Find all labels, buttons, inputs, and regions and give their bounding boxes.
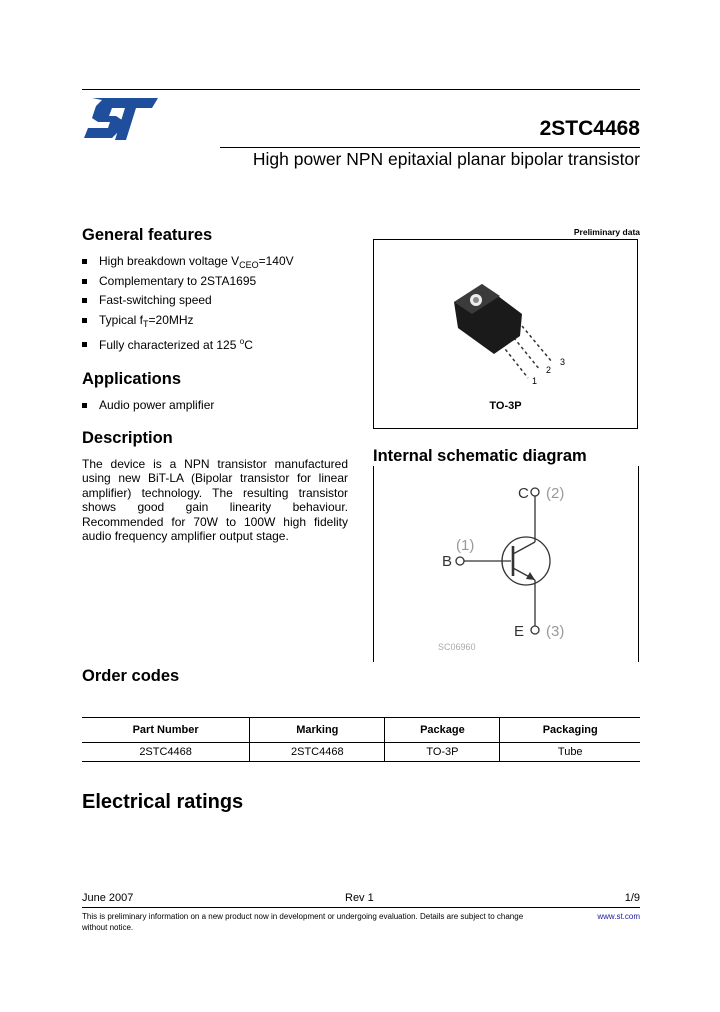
- bullet-icon: [82, 279, 87, 284]
- part-number: 2STC4468: [539, 117, 640, 140]
- order-codes-table: [82, 717, 640, 762]
- table-row: [82, 743, 640, 762]
- footer-date: June 2007: [82, 892, 134, 904]
- footer-notice: This is preliminary information on a new product now in development or undergoing evaluation. Details are subject to change without notice.: [82, 912, 524, 932]
- bullet-icon: [82, 342, 87, 347]
- transistor-schematic: [374, 466, 638, 662]
- table-cell: Tube: [500, 743, 640, 762]
- header-rule-bottom: [220, 147, 640, 148]
- bullet-icon: [82, 318, 87, 323]
- description-heading: Description: [82, 429, 173, 447]
- feature-item: Fully characterized at 125 $^o$C: [82, 337, 352, 357]
- description-text: The device is a NPN transistor manufactured using new BiT-LA (Bipolar transistor for linear amplifier) technology. The resulting transistor shows good gain linearity behaviour. Recommended for 70W to 100W high fidelity audio frequency amplifier output stage.: [82, 457, 348, 544]
- pin-label: 1: [532, 376, 538, 386]
- bullet-icon: [82, 259, 87, 264]
- footer-website-link[interactable]: www.st.com: [597, 912, 640, 921]
- table-cell: TO-3P: [385, 743, 500, 762]
- to3p-package-icon: [440, 278, 580, 390]
- footer-page-number: 1/9: [624, 892, 640, 904]
- order-codes-heading: Order codes: [82, 667, 180, 685]
- feature-item: Complementary to 2STA1695: [82, 274, 352, 293]
- bullet-icon: [82, 403, 87, 408]
- table-cell: 2STC4468: [250, 743, 385, 762]
- figure-ref: SC06960: [438, 642, 476, 652]
- electrical-ratings-heading: Electrical ratings: [82, 791, 244, 813]
- feature-item: High breakdown voltage $V_{CEO}=140V$: [82, 254, 352, 274]
- header-rule-top: [82, 89, 640, 90]
- feature-item: Fast-switching speed: [82, 293, 352, 313]
- page-subtitle: High power NPN epitaxial planar bipolar transistor: [252, 149, 640, 169]
- footer-rule: [82, 907, 640, 908]
- package-caption: TO-3P: [489, 400, 522, 412]
- emitter-pin-label: (3): [546, 623, 565, 640]
- table-header-row: [82, 718, 640, 743]
- base-pin-label: (1): [456, 537, 475, 554]
- emitter-label: E: [514, 623, 525, 640]
- features-list: [82, 254, 352, 357]
- column-header: Marking: [250, 718, 385, 743]
- table-cell: 2STC4468: [82, 743, 250, 762]
- schematic-heading: Internal schematic diagram: [373, 447, 587, 465]
- application-item: Audio power amplifier: [82, 398, 352, 412]
- column-header: Package: [385, 718, 500, 743]
- collector-label: C: [518, 485, 529, 502]
- pin-label: 3: [560, 357, 566, 367]
- column-header: Packaging: [500, 718, 640, 743]
- base-label: B: [442, 553, 453, 570]
- feature-item: Typical $f_T=20MHz$: [82, 313, 352, 337]
- applications-heading: Applications: [82, 370, 182, 388]
- collector-pin-label: (2): [546, 485, 565, 502]
- st-logo: [82, 96, 160, 142]
- features-heading: General features: [82, 226, 213, 244]
- bullet-icon: [82, 298, 87, 303]
- pin-label: 2: [546, 365, 552, 375]
- column-header: Part Number: [82, 718, 250, 743]
- preliminary-label: Preliminary data: [573, 227, 640, 237]
- applications-list: [82, 398, 352, 412]
- footer-revision: Rev 1: [345, 892, 374, 904]
